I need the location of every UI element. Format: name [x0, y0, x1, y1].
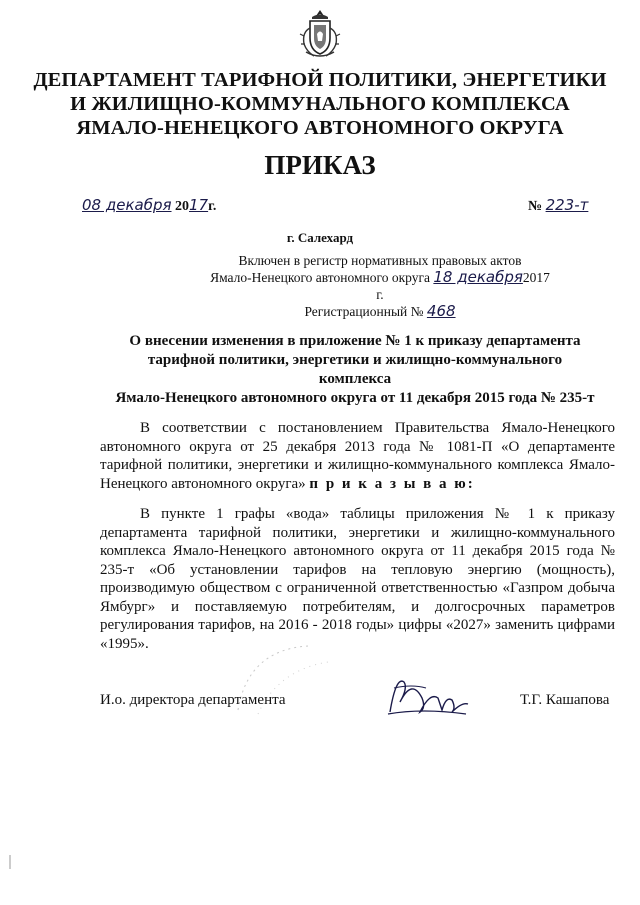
year-prefix: 20 — [175, 199, 190, 214]
paragraph-1 — [100, 419, 615, 493]
registry-block — [205, 252, 555, 320]
margin-mark — [8, 855, 12, 869]
number-handwritten: 223-т — [545, 196, 589, 214]
dept-line-2: И ЖИЛИЩНО-КОММУНАЛЬНОГО КОМПЛЕКСА — [70, 93, 570, 115]
date-handwritten: 08 декабря — [82, 196, 172, 214]
order-command-colon: : — [467, 475, 475, 492]
subject-line-1: О внесении изменения в приложение № 1 к приказу департамента — [129, 333, 581, 349]
signatory-name: Т.Г. Кашапова — [520, 692, 610, 708]
order-number — [528, 196, 588, 215]
registry-line-2-suffix: 2017 г. — [376, 270, 550, 302]
document-type: ПРИКАЗ — [264, 150, 376, 180]
registry-number-label: Регистрационный № — [304, 304, 424, 319]
registry-line-3 — [205, 303, 555, 320]
city: г. Салехард — [286, 230, 354, 245]
subject-line-3: Ямало-Ненецкого автономного округа от 11 декабря 2015 года № 235-т — [115, 390, 595, 406]
paragraph-2: В пункте 1 графы «вода» таблицы приложения № 1 к приказу департамента тарифной политики, энергетики и жилищно-коммунального комплекса Ямало-Ненецкого автономного округа от 11 декабря 2015 года № 235-т «Об установлении тарифов на тепловую энергию (мощность), производимую обществом с ограниченной ответственностью «Газпром добыча Ямбург» и поставляемую потребителям, и долгосрочных параметров регулирования тарифов, на 2016 - 2018 годы» цифры «2027» заменить цифрами «1995». — [100, 506, 615, 652]
number-prefix: № — [528, 199, 543, 214]
coat-of-arms-icon — [298, 8, 342, 62]
signatory-role: И.о. директора департамента — [100, 692, 286, 708]
registry-line-1: Включен в регистр нормативных правовых актов — [238, 253, 522, 268]
registry-line-2-prefix: Ямало-Ненецкого автономного округа — [210, 270, 430, 285]
registry-date-handwritten: 18 декабря — [433, 268, 523, 286]
year-suffix: г. — [208, 199, 217, 214]
subject-line-2: тарифной политики, энергетики и жилищно-коммунального комплекса — [147, 352, 563, 387]
department-header — [0, 68, 640, 140]
year-handwritten: 17 — [189, 196, 209, 214]
registry-line-2 — [205, 269, 555, 303]
paragraph-1-text: В соответствии с постановлением Правительства Ямало-Ненецкого автономного округа от 25 декабря 2013 года № 1081-П «О департаменте тарифной политики, энергетики и жилищно-коммунального комплекса Ямало-Ненецкого автономного округа» — [100, 420, 615, 492]
registry-number-handwritten: 468 — [426, 302, 456, 320]
dept-line-1: ДЕПАРТАМЕНТ ТАРИФНОЙ ПОЛИТИКИ, ЭНЕРГЕТИКИ — [33, 69, 607, 91]
subject-heading — [110, 332, 600, 408]
order-date — [82, 196, 216, 215]
dept-line-3: ЯМАЛО-НЕНЕЦКОГО АВТОНОМНОГО ОКРУГА — [76, 117, 564, 139]
order-command: п р и к а з ы в а ю — [309, 475, 468, 492]
handwritten-signature-icon — [382, 668, 472, 720]
